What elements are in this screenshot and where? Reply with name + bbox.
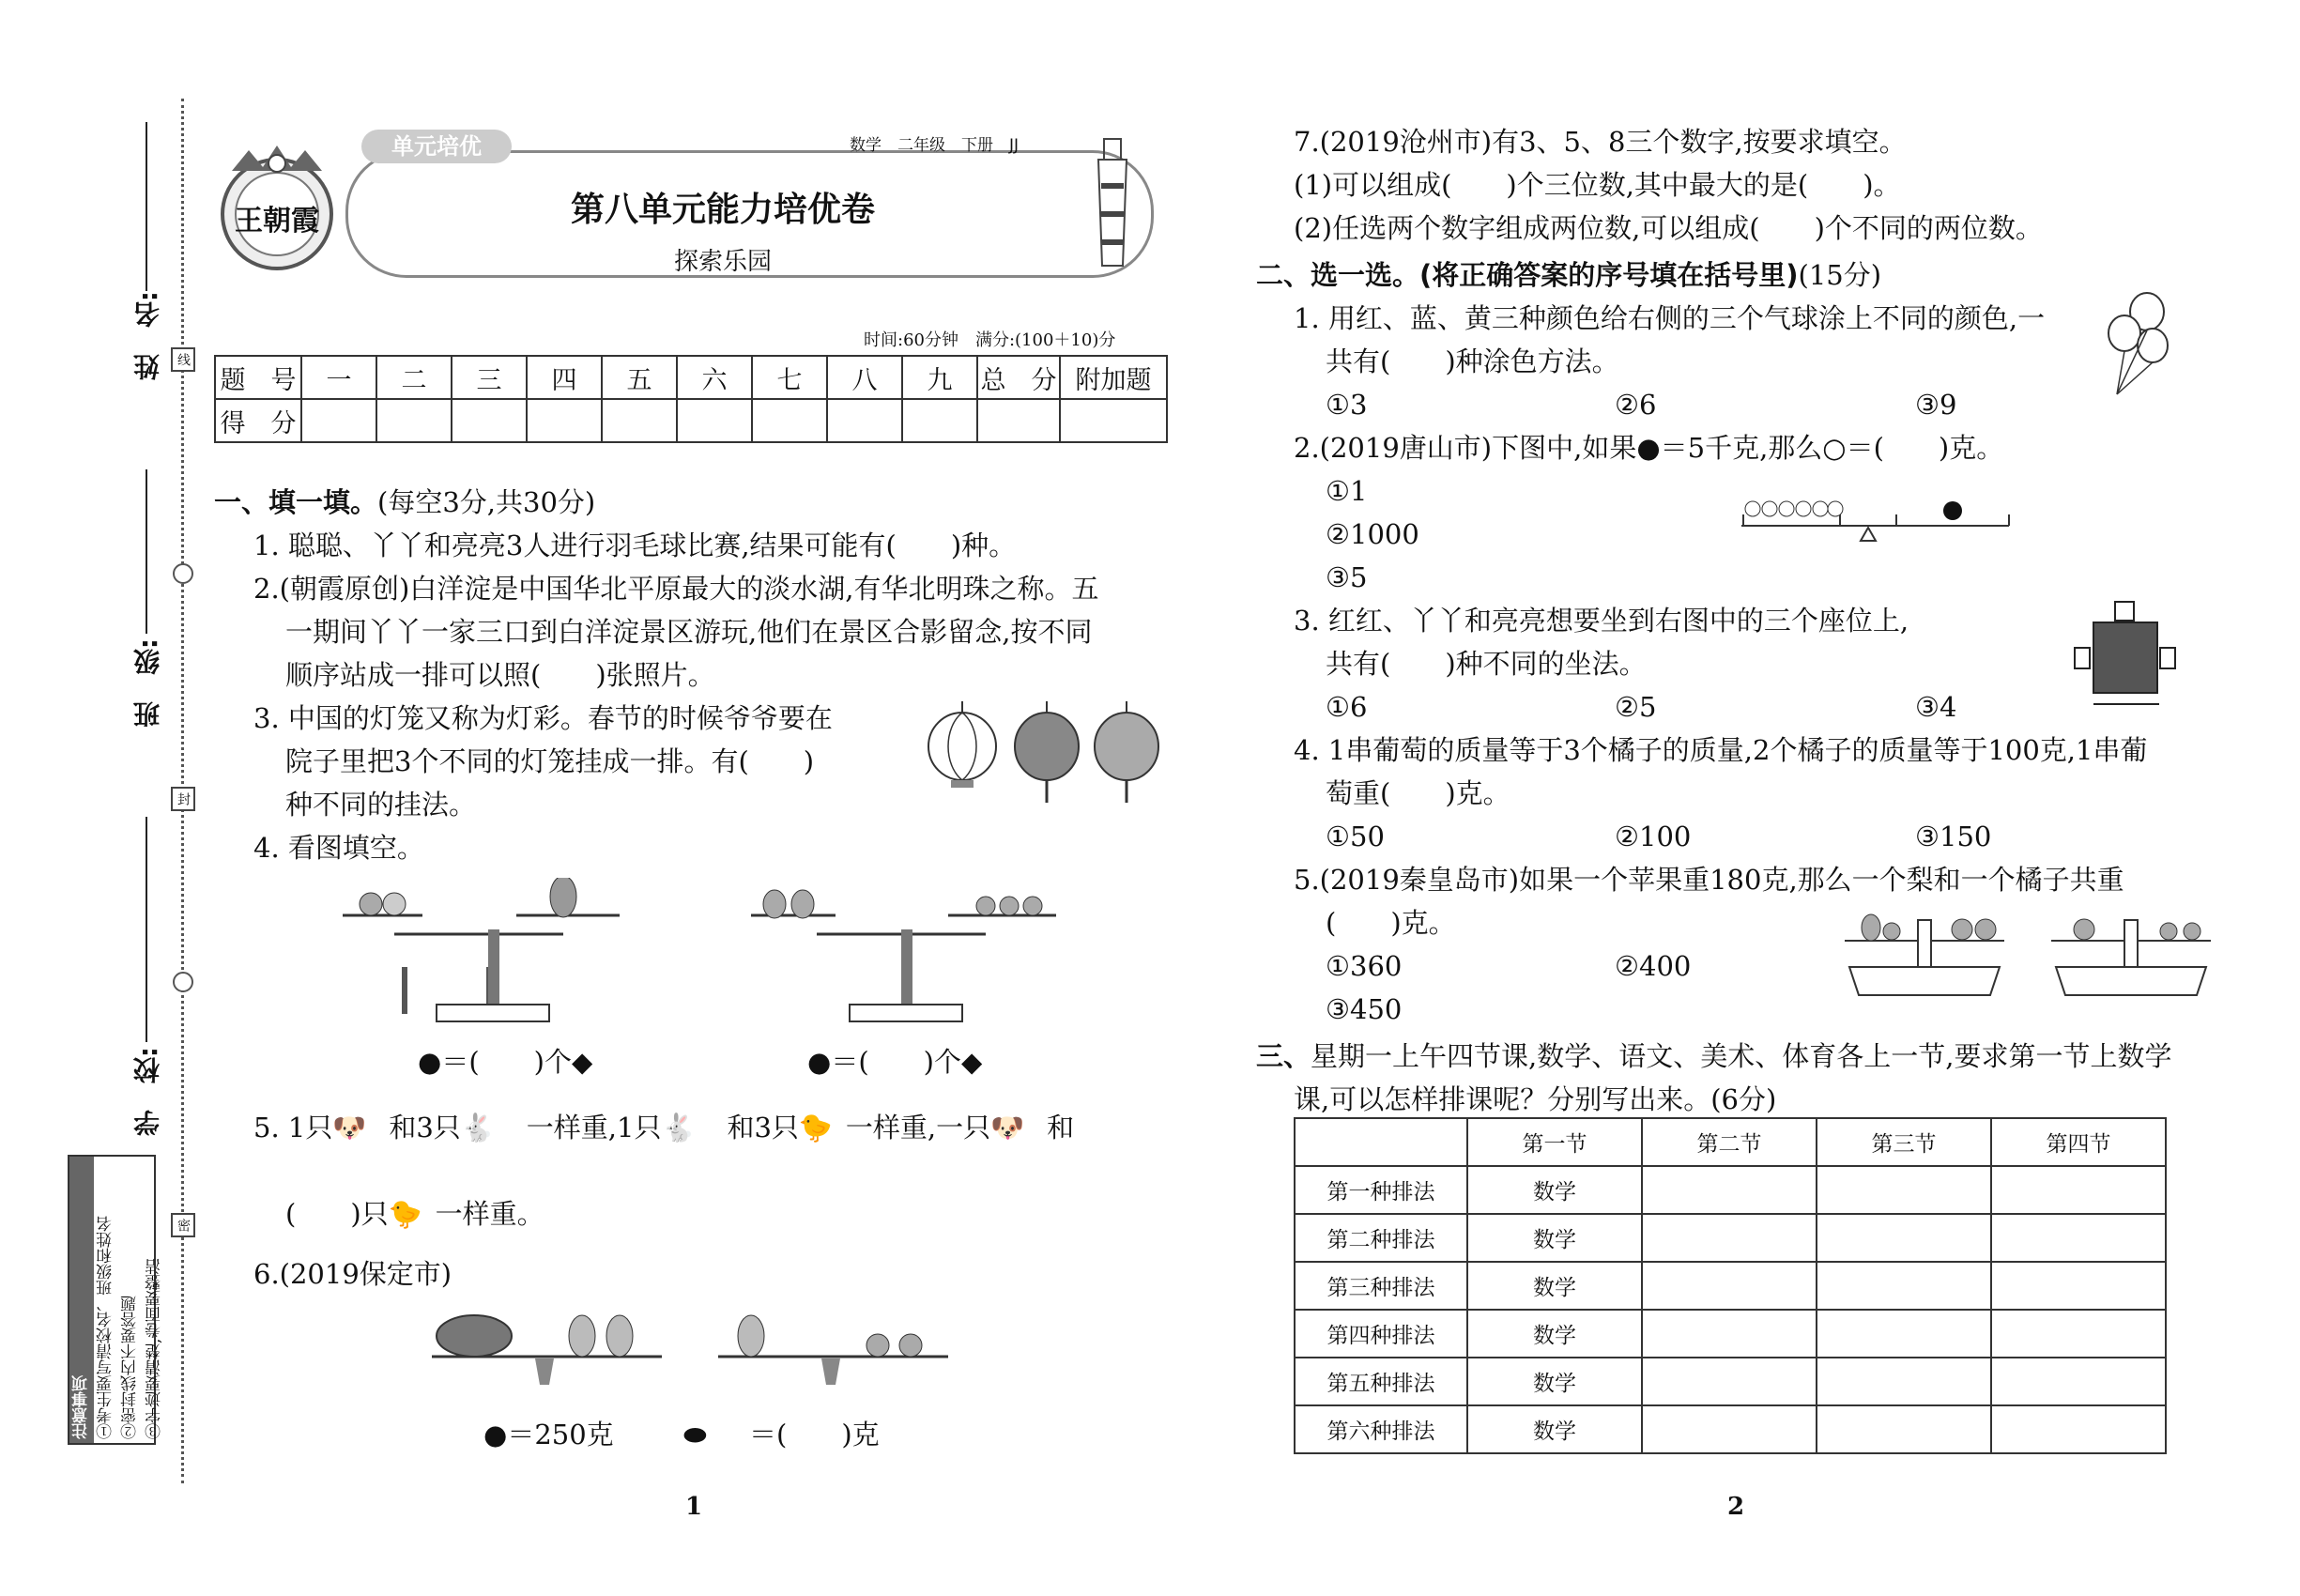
schedule-cell[interactable] <box>1991 1358 2166 1405</box>
schedule-header-corner <box>1295 1118 1467 1166</box>
score-header-row <box>215 356 1167 399</box>
schedule-row-label: 第六种排法 <box>1295 1405 1467 1453</box>
s1-q2-line1: 2.(朝霞原创)白洋淀是中国华北平原最大的淡水湖,有华北明珠之称。五 <box>253 573 1099 605</box>
watermelon-icon: ⬬ <box>683 1419 707 1450</box>
schedule-cell: 数学 <box>1467 1214 1642 1262</box>
notes-title: 注意事项 <box>69 1157 94 1443</box>
s2-q5-opt1: ①360 <box>1326 950 1403 982</box>
binding-hole-1 <box>173 563 193 584</box>
score-cell[interactable] <box>301 399 376 442</box>
watermelon-balance-image <box>427 1300 962 1385</box>
lighthouse-icon <box>1080 130 1145 270</box>
schedule-cell[interactable] <box>1817 1405 1991 1453</box>
s1-q5-e: 一样重,一只 <box>845 1112 991 1143</box>
s2-q3-line1: 3. 红红、丫丫和亮亮想要坐到右图中的三个座位上, <box>1294 605 1909 637</box>
schedule-cell[interactable] <box>1642 1405 1817 1453</box>
schedule-cell[interactable] <box>1991 1262 2166 1310</box>
score-header-label: 题 号 <box>215 356 301 399</box>
table-row <box>1295 1310 2166 1358</box>
s1-q1: 1. 聪聪、丫丫和亮亮3人进行羽毛球比赛,结果可能有( )种。 <box>253 529 1017 561</box>
section1-heading: 一、填一填。 <box>214 486 378 518</box>
s2-q5-opt2: ②400 <box>1615 950 1692 982</box>
seal-char-2: 封 <box>171 787 195 811</box>
schedule-header-period1: 第一节 <box>1467 1118 1642 1166</box>
apple-icon: ● <box>418 1046 442 1078</box>
orange-icon: ● <box>483 1419 508 1450</box>
s1-q2-line3: 顺序站成一排可以照( )张照片。 <box>285 659 715 691</box>
table-row <box>1295 1262 2166 1310</box>
score-col-2: 二 <box>376 356 452 399</box>
score-cell[interactable] <box>752 399 827 442</box>
score-cell[interactable] <box>527 399 602 442</box>
s1-q4-b: ＝( )个 <box>831 1046 961 1078</box>
note-2: ②密封线内不要答题 <box>121 1296 140 1439</box>
s1-q5-a: 5. 1只 <box>253 1112 333 1143</box>
score-cell[interactable] <box>902 399 977 442</box>
s2-q5-line1: 5.(2019秦皇岛市)如果一个苹果重180克,那么一个梨和一个橘子共重 <box>1294 864 2124 896</box>
table-row <box>1295 1358 2166 1405</box>
s2-q4-line1: 4. 1串葡萄的质量等于3个橘子的质量,2个橘子的质量等于100克,1串葡 <box>1294 734 2148 766</box>
schedule-cell: 数学 <box>1467 1262 1642 1310</box>
s1-q5-c: 一样重,1只 <box>526 1112 662 1143</box>
score-col-4: 四 <box>527 356 602 399</box>
schedule-cell[interactable] <box>1817 1358 1991 1405</box>
table-row <box>1295 1166 2166 1214</box>
s1-q4-a: ＝( )个 <box>441 1046 572 1078</box>
schedule-header-period3: 第三节 <box>1817 1118 1991 1166</box>
s1-q6: 6.(2019保定市) <box>253 1258 452 1290</box>
s1-q5-d: 和3只 <box>727 1112 799 1143</box>
brand-name: 王朝霞 <box>235 205 319 238</box>
rabbit-icon: 🐇 <box>661 1112 696 1143</box>
lanterns-image <box>925 699 1169 812</box>
schedule-row-label: 第五种排法 <box>1295 1358 1467 1405</box>
q7-line2: (1)可以组成( )个三位数,其中最大的是( )。 <box>1294 169 1901 201</box>
score-col-total: 总 分 <box>977 356 1060 399</box>
schedule-cell[interactable] <box>1642 1262 1817 1310</box>
schedule-cell[interactable] <box>1817 1262 1991 1310</box>
fruit-scales-image <box>1835 901 2220 1000</box>
schedule-cell[interactable] <box>1817 1214 1991 1262</box>
fruit-balance-image <box>338 878 1164 1028</box>
class-underline <box>146 469 147 634</box>
schedule-row-label: 第一种排法 <box>1295 1166 1467 1214</box>
section2-heading: 二、选一选。(将正确答案的序号填在括号里) <box>1256 259 1799 291</box>
schedule-header-row <box>1295 1118 2166 1166</box>
chick-icon: 🐤 <box>388 1198 422 1230</box>
score-col-3: 三 <box>452 356 527 399</box>
score-col-5: 五 <box>602 356 677 399</box>
note-1: ①考生要写清校名、班级和姓名 <box>97 1216 115 1439</box>
s1-q5-f: 和 <box>1047 1112 1075 1143</box>
note-3: ③字迹要清楚,卷面要整洁 <box>146 1258 164 1439</box>
schedule-cell[interactable] <box>1642 1310 1817 1358</box>
rabbit-icon: 🐇 <box>460 1112 495 1143</box>
score-cell[interactable] <box>376 399 452 442</box>
name-underline <box>146 122 147 291</box>
score-col-7: 七 <box>752 356 827 399</box>
score-cell[interactable] <box>602 399 677 442</box>
schedule-header-period2: 第二节 <box>1642 1118 1817 1166</box>
book-meta: 数学 二年级 下册 JJ <box>850 136 1020 155</box>
s2-q2-opt2: ②1000 <box>1326 518 1419 550</box>
s2-q4-opt3: ③150 <box>1915 821 1992 852</box>
s1-q5-h: 一样重。 <box>435 1198 544 1230</box>
strawberry-icon: ◆ <box>571 1046 593 1078</box>
s1-q5-g: ( )只 <box>285 1198 389 1230</box>
schedule-cell[interactable] <box>1991 1405 2166 1453</box>
pear-icon: ● <box>807 1046 832 1078</box>
score-col-extra: 附加题 <box>1060 356 1167 399</box>
schedule-cell[interactable] <box>1991 1166 2166 1214</box>
s2-q1-opt3: ③9 <box>1915 389 1957 421</box>
s2-q4-line2: 萄重( )克。 <box>1326 777 1510 809</box>
schedule-cell[interactable] <box>1642 1214 1817 1262</box>
page-title: 第八单元能力培优卷 <box>570 191 875 229</box>
schedule-cell: 数学 <box>1467 1166 1642 1214</box>
balloons-image <box>2098 291 2173 399</box>
chick-icon: 🐤 <box>798 1112 834 1143</box>
s2-q3-opt2: ②5 <box>1615 691 1657 723</box>
s2-q2-line1: 2.(2019唐山市)下图中,如果●＝5千克,那么○＝( )克。 <box>1294 432 2004 464</box>
puppy-icon: 🐶 <box>332 1112 367 1143</box>
q7-line3: (2)任选两个数字组成两位数,可以组成( )个不同的两位数。 <box>1294 212 2043 244</box>
s2-q4-opt1: ①50 <box>1326 821 1385 852</box>
s2-q1-opt2: ②6 <box>1615 389 1657 421</box>
score-cell[interactable] <box>827 399 902 442</box>
page-number-right: 2 <box>1727 1493 1745 1521</box>
name-label: 姓 名: <box>132 291 163 381</box>
seal-char-3: 密 <box>171 1213 195 1237</box>
table-seats-image <box>2070 596 2178 709</box>
score-col-6: 六 <box>677 356 752 399</box>
schedule-row-label: 第二种排法 <box>1295 1214 1467 1262</box>
s1-q5-b: 和3只 <box>389 1112 461 1143</box>
s2-q4-opt2: ②100 <box>1615 821 1692 852</box>
notes-box <box>68 1155 164 1445</box>
schedule-table <box>1294 1117 2167 1454</box>
circles-balance-image <box>1741 498 2014 554</box>
peach-icon: ◆ <box>960 1046 983 1078</box>
school-underline <box>146 817 147 1042</box>
s1-q4: 4. 看图填空。 <box>253 832 424 864</box>
s2-q1-line2: 共有( )种涂色方法。 <box>1326 345 1619 377</box>
time-info: 时间:60分钟 满分:(100＋10)分 <box>864 330 1116 350</box>
section3-heading: 三、 <box>1256 1040 1311 1072</box>
score-cell[interactable] <box>977 399 1060 442</box>
section3-line1: 星期一上午四节课,数学、语文、美术、体育各上一节,要求第一节上数学 <box>1311 1040 2172 1072</box>
s2-q5-opt3: ③450 <box>1326 993 1403 1025</box>
unit-badge: 单元培优 <box>361 130 512 163</box>
score-table <box>214 355 1168 443</box>
school-label: 学 校: <box>132 1047 163 1137</box>
schedule-row-label: 第四种排法 <box>1295 1310 1467 1358</box>
class-label: 班 级: <box>132 638 163 729</box>
score-value-label: 得 分 <box>215 399 301 442</box>
s2-q2-opt1: ①1 <box>1326 475 1368 507</box>
s1-q3-line1: 3. 中国的灯笼又称为灯彩。春节的时候爷爷要在 <box>253 702 833 734</box>
s2-q2-opt3: ③5 <box>1326 561 1368 593</box>
s1-q2-line2: 一期间丫丫一家三口到白洋淀景区游玩,他们在景区合影留念,按不同 <box>285 616 1093 648</box>
page-number-left: 1 <box>685 1493 703 1521</box>
score-cell[interactable] <box>1060 399 1167 442</box>
schedule-cell[interactable] <box>1642 1166 1817 1214</box>
table-row <box>1295 1405 2166 1453</box>
s1-q3-line2: 院子里把3个不同的灯笼挂成一排。有( ) <box>285 745 815 777</box>
s1-q6-a: ＝250克 <box>507 1419 614 1450</box>
puppy-icon: 🐶 <box>990 1112 1025 1143</box>
schedule-row-label: 第三种排法 <box>1295 1262 1467 1310</box>
schedule-cell: 数学 <box>1467 1358 1642 1405</box>
s1-q3-line3: 种不同的挂法。 <box>285 789 477 821</box>
score-col-8: 八 <box>827 356 902 399</box>
schedule-cell: 数学 <box>1467 1405 1642 1453</box>
s2-q1-line1: 1. 用红、蓝、黄三种颜色给右侧的三个气球涂上不同的颜色,一 <box>1294 302 2046 334</box>
s1-q6-b: ＝( )克 <box>749 1419 880 1450</box>
section3-line2: 课,可以怎样排课呢？分别写出来。(6分) <box>1294 1083 1777 1115</box>
seal-char-1: 线 <box>171 347 195 372</box>
schedule-cell[interactable] <box>1991 1214 2166 1262</box>
schedule-cell[interactable] <box>1991 1310 2166 1358</box>
schedule-cell[interactable] <box>1642 1358 1817 1405</box>
schedule-cell[interactable] <box>1817 1310 1991 1358</box>
section2-note: (15分) <box>1798 259 1882 291</box>
table-row <box>1295 1214 2166 1262</box>
score-col-9: 九 <box>902 356 977 399</box>
q7-line1: 7.(2019沧州市)有3、5、8三个数字,按要求填空。 <box>1294 126 1907 158</box>
schedule-header-period4: 第四节 <box>1991 1118 2166 1166</box>
s2-q1-opt1: ①3 <box>1326 389 1368 421</box>
score-cell[interactable] <box>452 399 527 442</box>
page-subtitle: 探索乐园 <box>673 248 772 276</box>
s2-q3-opt1: ①6 <box>1326 691 1368 723</box>
schedule-cell: 数学 <box>1467 1310 1642 1358</box>
score-cell[interactable] <box>677 399 752 442</box>
s2-q3-opt3: ③4 <box>1915 691 1957 723</box>
score-value-row <box>215 399 1167 442</box>
binding-hole-2 <box>173 972 193 992</box>
score-col-1: 一 <box>301 356 376 399</box>
section1-note: (每空3分,共30分) <box>377 486 596 518</box>
s2-q3-line2: 共有( )种不同的坐法。 <box>1326 648 1647 680</box>
s2-q5-line2: ( )克。 <box>1326 907 1456 939</box>
schedule-cell[interactable] <box>1817 1166 1991 1214</box>
